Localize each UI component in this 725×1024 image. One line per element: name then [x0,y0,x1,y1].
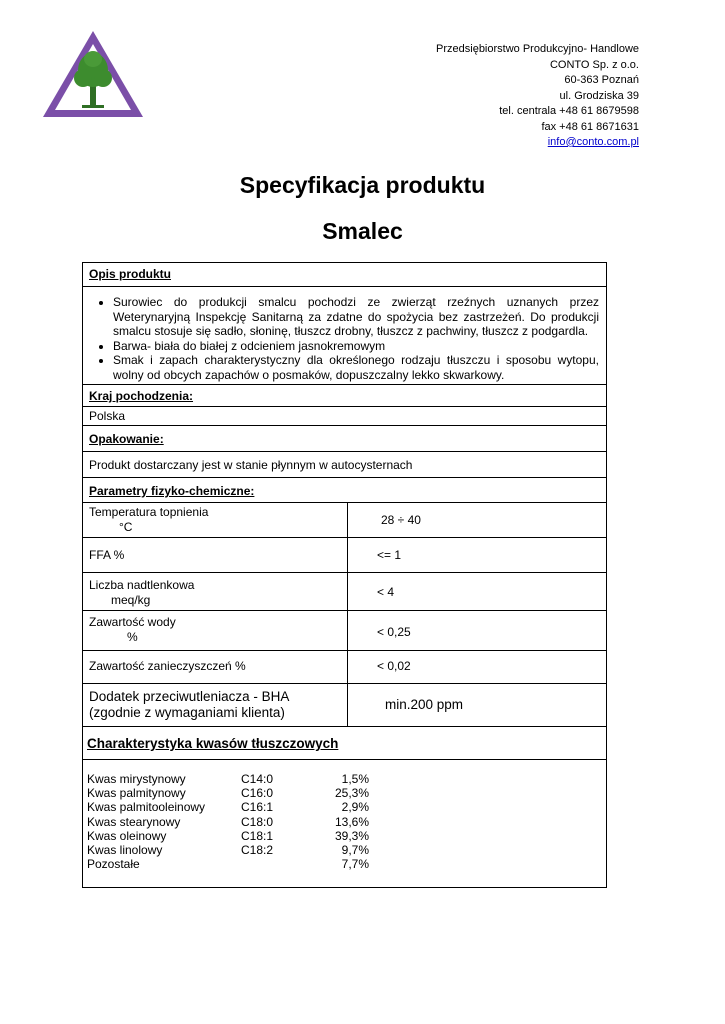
description-item: • Surowiec do produkcji smalcu pochodzi ze zwierząt rzeźnych uznanych przez Weterynaryjną Inspekcję Sanitarną za zdatne do spożycia bez zastrzeżeń. Do produkcji smalcu stosuje się sadło, słoninę, tłuszcz drobny, tłuszcz z pachwiny, tłuszcz z podgardla. [113,295,599,339]
origin-value: Polska [89,409,126,423]
params-header-row [83,477,606,502]
param-row [83,502,606,537]
param-row [83,572,606,610]
document-title: Specyfikacja produktu [239,172,486,198]
column-divider [347,684,348,726]
fatty-acid-row [87,815,369,829]
fatty-acid-row [87,829,369,843]
description-header: Opis produktu [89,267,171,281]
column-divider [347,573,348,610]
antioxidant-note: (zgodnie z wymaganiami klienta) [89,705,285,720]
param-row [83,537,606,572]
param-value: < 4 [377,585,395,599]
column-divider [347,503,348,537]
param-unit: % [127,630,138,644]
specification-table [82,262,607,888]
company-name-line2: CONTO Sp. z o.o. [549,58,639,71]
product-name: Smalec [322,218,403,244]
param-label: FFA % [89,548,125,562]
company-logo [40,28,146,120]
fatty-acid-name: Pozostałe [87,857,140,872]
origin-header-row [83,384,606,406]
origin-header: Kraj pochodzenia: [89,389,194,403]
fatty-acid-value: 2,9% [341,800,369,815]
param-label: Temperatura topnienia [89,505,209,519]
packaging-header-row [83,425,606,451]
param-label: Liczba nadtlenkowa [89,578,195,592]
fatty-acid-name: Kwas oleinowy [87,828,167,843]
description-header-row [83,263,606,286]
column-divider [347,538,348,572]
description-row [83,286,606,384]
fatty-acid-value: 39,3% [334,828,369,843]
param-unit: meq/kg [111,593,151,607]
fatty-acid-value: 25,3% [334,786,369,801]
params-header: Parametry fizyko-chemiczne: [89,484,255,498]
company-phone: tel. centrala +48 61 8679598 [499,105,639,117]
param-row [83,610,606,650]
fatty-acids-header-row [83,726,606,759]
description-item: • Smak i zapach charakterystyczny dla określonego rodzaju tłuszczu i sposobu wytopu, wolny od obcych zapachów o posmaków, dopuszczalny lekko skwarkowy. [113,353,599,382]
fatty-acid-name: Kwas linolowy [87,842,163,857]
company-name-line1: Przedsiębiorstwo Produkcyjno- Handlowe [436,43,639,55]
antioxidant-row [83,683,606,726]
origin-row [83,406,606,425]
fatty-acid-row [87,800,369,814]
param-value: 28 ÷ 40 [381,513,421,527]
fatty-acid-code: C18:1 [241,828,274,843]
packaging-value: Produkt dostarczany jest w stanie płynnym w autocysternach [89,458,413,472]
fatty-acid-row [87,786,369,800]
fatty-acid-code: C18:2 [241,842,274,857]
fatty-acid-row [87,857,369,871]
fatty-acid-code: C16:0 [241,786,274,801]
packaging-header: Opakowanie: [89,432,164,446]
param-value: < 0,25 [377,625,411,639]
company-address [436,42,639,151]
fatty-acid-name: Kwas stearynowy [87,814,181,829]
antioxidant-value: min.200 ppm [385,697,464,712]
fatty-acids-list [87,772,369,871]
fatty-acid-name: Kwas palmitynowy [87,786,186,801]
param-row [83,650,606,683]
company-fax: fax +48 61 8671631 [541,120,639,133]
fatty-acid-value: 7,7% [341,857,369,872]
fatty-acid-value: 9,7% [341,842,369,857]
antioxidant-label: Dodatek przeciwutleniacza - BHA [89,689,290,704]
column-divider [347,611,348,650]
fatty-acids-header: Charakterystyka kwasów tłuszczowych [87,736,339,751]
company-postal: 60-363 Poznań [564,74,639,86]
param-value: < 0,02 [377,659,411,673]
param-value: <= 1 [377,548,402,562]
param-label: Zawartość wody [89,615,176,629]
fatty-acids-row [83,759,606,889]
fatty-acid-name: Kwas mirystynowy [87,772,186,786]
company-street: ul. Grodziska 39 [559,89,639,102]
param-unit: °C [119,520,133,534]
description-item: • Barwa- biała do białej z odcieniem jasnokremowym [113,339,599,354]
fatty-acid-code: C14:0 [241,772,274,786]
fatty-acid-code: C16:1 [241,800,274,815]
packaging-row [83,451,606,477]
fatty-acid-name: Kwas palmitooleinowy [87,800,206,815]
fatty-acid-row [87,772,369,786]
param-label: Zawartość zanieczyszczeń % [89,659,246,673]
fatty-acid-code: C18:0 [241,814,274,829]
column-divider [347,651,348,683]
company-email-link[interactable]: info@conto.com.pl [547,136,639,148]
fatty-acid-value: 1,5% [341,772,369,786]
fatty-acid-value: 13,6% [334,814,369,829]
fatty-acid-row [87,843,369,857]
description-list [83,295,606,383]
